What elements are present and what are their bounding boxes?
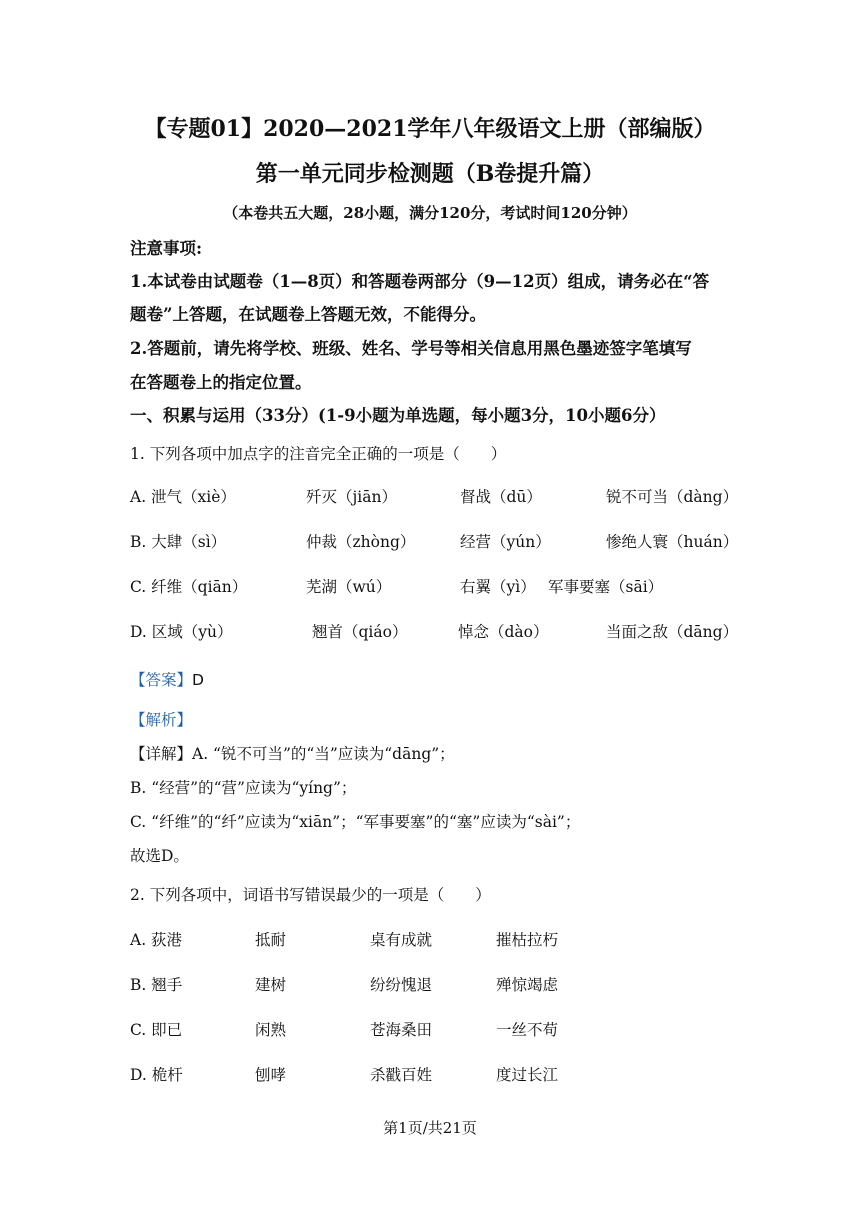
notice-heading: 注意事项:	[130, 239, 203, 258]
q1-option-d-item-2: 翘首（qiáo）	[312, 623, 408, 641]
question-2-stem: 2. 下列各项中，词语书写错误最少的一项是（ ）	[130, 886, 491, 904]
q1-option-b-item-1: B. 大肆（sì）	[130, 533, 227, 551]
q2-option-b-item-4: 殚惊竭虑	[496, 976, 559, 994]
notice-item-1-line-2: 题卷”上答题，在试题卷上答题无效，不能得分。	[130, 305, 486, 324]
q2-option-b-item-3: 纷纷愧退	[370, 976, 433, 994]
q1-option-b-item-4: 惨绝人寰（huán）	[606, 533, 739, 551]
answer-value: D	[192, 671, 204, 689]
q1-option-d-item-1: D. 区域（yù）	[130, 623, 233, 641]
q1-option-a-item-1: A. 泄气（xiè）	[130, 488, 236, 506]
q2-option-d-item-4: 度过长江	[496, 1066, 559, 1084]
q2-option-d-item-1: D. 桅杆	[130, 1066, 183, 1084]
notice-item-1-line-1: 1.本试卷由试题卷（1—8页）和答题卷两部分（9—12页）组成，请务必在“答	[130, 272, 710, 291]
q2-option-b-item-1: B. 翘手	[130, 976, 183, 994]
q2-option-d-item-2: 刨哮	[255, 1066, 287, 1084]
q2-option-c-item-4: 一丝不苟	[496, 1021, 559, 1039]
q2-option-a-item-3: 桌有成就	[370, 931, 433, 949]
answer-label: 【答案】	[130, 671, 193, 689]
page-number-footer: 第1页/共21页	[383, 1119, 477, 1137]
q2-option-b-item-2: 建树	[255, 976, 287, 994]
question-1-stem: 1. 下列各项中加点字的注音完全正确的一项是（ ）	[130, 445, 507, 463]
q2-option-c-item-2: 闲熟	[255, 1021, 287, 1039]
q2-option-d-item-3: 杀戳百姓	[370, 1066, 433, 1084]
q1-option-c-item-1: C. 纤维（qiān）	[130, 578, 248, 596]
q1-answer	[130, 668, 204, 690]
q1-option-d-item-3: 悼念（dào）	[458, 623, 549, 641]
q1-option-a-item-2: 歼灭（jiān）	[306, 488, 397, 506]
title-line-1: 【专题01】2020—2021学年八年级语文上册（部编版）	[144, 116, 716, 142]
q1-detail-line-2: B. “经营”的“营”应读为“yíng”；	[130, 779, 357, 797]
q1-option-b-item-3: 经营（yún）	[460, 533, 551, 551]
q1-detail-line-4: 故选D。	[130, 847, 189, 865]
q1-option-c-item-3: 右翼（yì）	[460, 578, 536, 596]
q1-detail-line-3: C. “纤维”的“纤”应读为“xiān”；“军事要塞”的“塞”应读为“sài”；	[130, 813, 581, 831]
title-line-2: 第一单元同步检测题（B卷提升篇）	[255, 161, 605, 187]
q2-option-a-item-4: 摧枯拉朽	[496, 931, 559, 949]
q1-option-c-item-4: 军事要塞（sāi）	[548, 578, 664, 596]
analysis-label: 【解析】	[130, 711, 193, 729]
q1-detail-line-1: 【详解】A. “锐不可当”的“当”应读为“dāng”；	[130, 745, 455, 763]
q2-option-c-item-1: C. 即已	[130, 1021, 183, 1039]
q1-option-d-item-4: 当面之敌（dāng）	[606, 623, 739, 641]
notice-item-2-line-1: 2.答题前，请先将学校、班级、姓名、学号等相关信息用黑色墨迹签字笔填写	[130, 339, 692, 358]
q2-option-a-item-1: A. 荻港	[130, 931, 183, 949]
q1-option-a-item-4: 锐不可当（dàng）	[606, 488, 739, 506]
q1-option-b-item-2: 仲裁（zhòng）	[306, 533, 416, 551]
q1-option-a-item-3: 督战（dū）	[460, 488, 542, 506]
q2-option-c-item-3: 苍海桑田	[370, 1021, 433, 1039]
q1-option-c-item-2: 芜湖（wú）	[306, 578, 392, 596]
q2-option-a-item-2: 抵耐	[255, 931, 287, 949]
section-1-heading: 一、积累与运用（33分）(1-9小题为单选题，每小题3分，10小题6分）	[130, 406, 666, 425]
exam-subtitle: （本卷共五大题，28小题，满分120分，考试时间120分钟）	[223, 204, 637, 222]
notice-item-2-line-2: 在答题卷上的指定位置。	[130, 373, 312, 392]
